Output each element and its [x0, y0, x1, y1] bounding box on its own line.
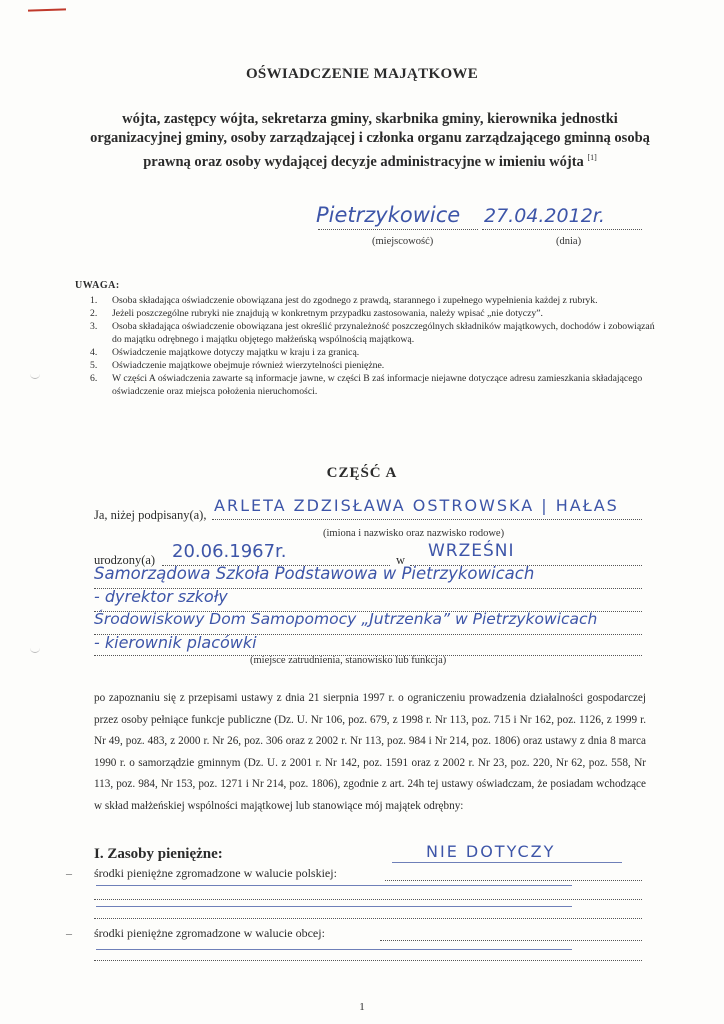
note-text: Osoba składająca oświadczenie obowiązana jest do zgodnego z prawdą, starannego i zupełnego wypełnienia każdej z rubryk. — [112, 295, 598, 306]
part-a-title: CZĘŚĆ A — [326, 465, 398, 481]
cash-foreign-dotted-line — [94, 960, 642, 961]
handwritten-strike-line — [96, 885, 572, 886]
place-handwritten: Pietrzykowice — [316, 203, 461, 227]
note-item — [84, 307, 664, 320]
birth-place-handwritten: WRZEŚNI — [428, 541, 515, 561]
employment-line-1: Samorządowa Szkoła Podstawowa w Pietrzykowicach — [94, 564, 535, 583]
cash-pln-dotted-line — [385, 880, 642, 881]
signer-label: Ja, niżej podpisany(a), — [94, 508, 207, 522]
cash-foreign-dotted-line — [380, 940, 642, 941]
item-dash: – — [66, 866, 72, 880]
place-dotted-line — [318, 229, 478, 230]
note-number: 1. — [90, 295, 98, 306]
handwritten-underline — [392, 862, 622, 863]
note-item — [84, 346, 664, 359]
notes-heading: UWAGA: — [75, 280, 120, 291]
note-number: 3. — [90, 321, 98, 332]
employment-caption: (miejsce zatrudnienia, stanowisko lub funkcja) — [250, 655, 447, 666]
note-text: Jeżeli poszczególne rubryki nie znajdują w konkretnym przypadku zastosowania, należy wpisać „nie dotyczy”. — [112, 308, 543, 319]
subtitle-footnote: [1] — [587, 153, 597, 162]
cash-pln-dotted-line — [94, 899, 642, 900]
legal-basis-paragraph: po zapoznaniu się z przepisami ustawy z dnia 21 sierpnia 1997 r. o ograniczeniu prowadzenia działalności gospodarczej przez osoby pełniące funkcje publiczne (Dz. U. Nr 106, poz. 679, z 1998 r. Nr 113, poz. 715 i Nr 162, poz. 1126, z 1999 r. Nr 49, poz. 483, z 2000 r. Nr 26, poz. 306 oraz z 2002 r. Nr 113, poz. 984 i Nr 214, poz. 1806) oraz ustawy z dnia 8 marca 1990 r. o samorządzie gminnym (Dz. U. z 2001 r. Nr 142, poz. 1591 oraz z 2002 r. Nr 23, poz. 220, Nr 62, poz. 558, Nr 113, poz. 984, Nr 153, poz. 1271 i Nr 214, poz. 1806), zgodnie z art. 24h tej ustawy oświadczam, że posiadam wchodzące w skład małżeńskiej wspólności majątkowej lub stanowiące mój majątek odrębny: — [94, 692, 646, 812]
section-1-heading: I. Zasoby pieniężne: — [94, 846, 223, 862]
signer-name-handwritten: ARLETA ZDZISŁAWA OSTROWSKA | HAŁAS — [214, 496, 619, 515]
employment-line-2: - dyrektor szkoły — [94, 587, 228, 606]
date-dotted-line — [482, 229, 642, 230]
signer-dotted-line — [212, 519, 642, 520]
item-dash: – — [66, 926, 72, 940]
date-handwritten: 27.04.2012r. — [484, 205, 605, 227]
note-number: 6. — [90, 373, 98, 384]
note-item — [84, 294, 664, 307]
birth-date-handwritten: 20.06.1967r. — [172, 541, 287, 562]
names-caption: (imiona i nazwisko oraz nazwisko rodowe) — [323, 528, 505, 539]
note-item — [84, 320, 664, 346]
employment-line-4: - kierownik placówki — [94, 633, 257, 652]
section-1-handwritten-answer: NIE DOTYCZY — [426, 842, 556, 861]
note-item — [84, 372, 664, 398]
birth-place-label: w — [396, 553, 406, 567]
cash-pln-dotted-line — [94, 918, 642, 919]
note-number: 4. — [90, 347, 98, 358]
note-number: 5. — [90, 360, 98, 371]
born-label: urodzony(a) — [94, 553, 156, 567]
employment-line-3: Środowiskowy Dom Samopomocy „Jutrzenka” w Pietrzykowicach — [94, 610, 598, 628]
place-caption: (miejscowość) — [372, 236, 434, 247]
cash-pln-label: środki pieniężne zgromadzone w walucie polskiej: — [94, 866, 337, 880]
note-text: W części A oświadczenia zawarte są informacje jawne, w części B zaś informacje niejawne dotyczące adresu zamieszkania składającego oświadczenie oraz miejsca położenia nieruchomości. — [112, 373, 643, 397]
note-text: Osoba składająca oświadczenie obowiązana jest określić przynależność poszczególnych składników majątkowych, dochodów i zobowiązań do majątku odrębnego i majątku objętego małżeńską wspólnością majątkową. — [112, 321, 655, 345]
cash-foreign-label: środki pieniężne zgromadzone w walucie obcej: — [94, 926, 325, 940]
note-text: Oświadczenie majątkowe obejmuje również wierzytelności pieniężne. — [112, 360, 385, 371]
notes-list — [84, 294, 664, 398]
red-pen-mark — [28, 8, 66, 11]
binder-hole-mark — [30, 646, 40, 653]
subtitle-text: wójta, zastępcy wójta, sekretarza gminy, skarbnika gminy, kierownika jednostki organizacyjnej gminy, osoby zarządzającej i członka organu zarządzającego gminną osobą prawną oraz osoby wydającej decyzje administracyjne w imieniu wójta — [90, 111, 650, 170]
handwritten-strike-line — [96, 906, 572, 907]
handwritten-strike-line — [96, 949, 572, 950]
document-title: OŚWIADCZENIE MAJĄTKOWE — [245, 66, 479, 82]
note-number: 2. — [90, 308, 98, 319]
note-text: Oświadczenie majątkowe dotyczy majątku w kraju i za granicą. — [112, 347, 360, 358]
note-item — [84, 359, 664, 372]
date-caption: (dnia) — [556, 236, 582, 247]
page-number: 1 — [359, 1001, 365, 1013]
document-subtitle — [80, 110, 660, 172]
binder-hole-mark — [30, 372, 40, 379]
